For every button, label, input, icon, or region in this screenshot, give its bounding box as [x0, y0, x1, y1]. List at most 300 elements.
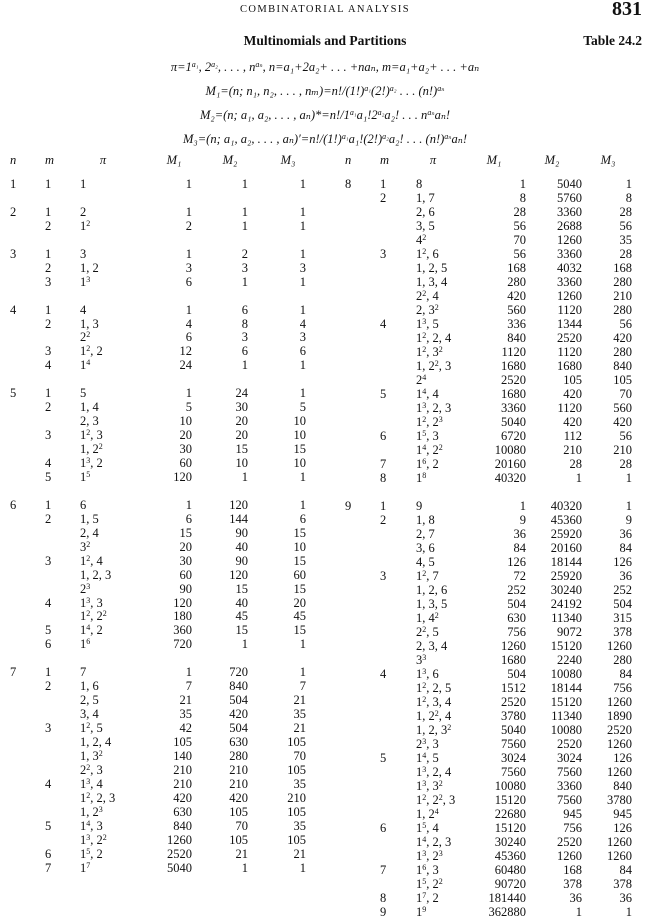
- m3-cell: 168: [613, 261, 632, 275]
- m3-cell: 105: [287, 804, 306, 819]
- m-cell: 7: [380, 863, 387, 877]
- partition-cell: $1^2$, $2^2$: [80, 609, 107, 624]
- col-header-m1-left: M₁: [166, 153, 182, 167]
- m3-cell: 126: [613, 821, 632, 835]
- m1-cell: 210: [173, 776, 192, 791]
- m2-cell: 36: [569, 891, 582, 905]
- partition-cell: $1^3$, 6: [416, 667, 439, 681]
- m1-cell: 90: [179, 581, 192, 596]
- m-cell: 7: [45, 860, 52, 875]
- m3-cell: 84: [619, 863, 632, 877]
- m3-cell: 1: [299, 204, 306, 219]
- m2-cell: 120: [229, 567, 248, 582]
- m1-cell: 1260: [501, 639, 526, 653]
- m2-cell: 6: [241, 302, 248, 317]
- table-row: [0, 878, 650, 891]
- partition-cell: $1^6$: [80, 637, 91, 652]
- table-row: [0, 430, 650, 443]
- m3-cell: 1260: [607, 849, 632, 863]
- col-header-pi-right: π: [429, 153, 437, 167]
- m1-cell: 720: [173, 637, 192, 652]
- partition-cell: 2, 4: [80, 525, 99, 540]
- m-cell: 1: [45, 302, 52, 317]
- m3-cell: 1: [299, 302, 306, 317]
- m1-cell: 7560: [501, 737, 526, 751]
- section-title: Multinomials and Partitions: [243, 33, 407, 48]
- m1-cell: 1680: [501, 359, 526, 373]
- m-cell: 3: [45, 428, 52, 443]
- table-row: [0, 906, 650, 919]
- table-row: [0, 654, 650, 667]
- m1-cell: 1680: [501, 387, 526, 401]
- m2-cell: 4032: [557, 261, 582, 275]
- partition-cell: 2, 7: [416, 527, 435, 541]
- m2-cell: 24192: [550, 597, 582, 611]
- partition-cell: 2, 5: [80, 693, 99, 708]
- table-row: [0, 304, 650, 317]
- m-cell: 2: [380, 513, 387, 527]
- m1-cell: 10080: [494, 443, 526, 457]
- col-header-n-left: n: [10, 153, 17, 167]
- m2-cell: 1: [241, 860, 248, 875]
- partition-cell: $1^2$, 3: [80, 428, 103, 443]
- n-cell: 8: [345, 177, 352, 191]
- m1-cell: 3: [185, 260, 192, 275]
- m2-cell: 15: [235, 623, 248, 638]
- partition-cell: 4, 5: [416, 555, 435, 569]
- m1-cell: 15: [179, 525, 192, 540]
- partition-cell: $1^3$, 5: [416, 317, 439, 331]
- m2-cell: 720: [229, 665, 248, 680]
- m3-cell: 280: [613, 303, 632, 317]
- partition-cell: 3: [80, 246, 87, 261]
- m1-cell: 105: [173, 735, 192, 749]
- m-cell: 1: [45, 246, 52, 261]
- m-cell: 5: [380, 387, 387, 401]
- table-row: [0, 234, 650, 247]
- table-row: [0, 609, 650, 625]
- m-cell: 2: [45, 218, 52, 233]
- partition-cell: 2, 6: [416, 205, 435, 219]
- partition-cell: $1^8$: [416, 471, 427, 485]
- table-row: [0, 511, 650, 527]
- partition-cell: 1, 2, 5: [416, 261, 448, 275]
- m3-cell: 378: [613, 625, 632, 639]
- partition-cell: 1, $2^2$, 4: [416, 709, 452, 723]
- m3-cell: 280: [613, 275, 632, 289]
- m-cell: 8: [380, 471, 387, 485]
- partition-cell: 7: [80, 665, 87, 680]
- m3-cell: 126: [613, 751, 632, 765]
- formula-m1: M₁=(n; n₁, n₂, . . . , $n_m)=n!/(1!)^{a_1}(2!)^{a_2}$ . . . $(n!)^{a_n}$: [205, 84, 445, 98]
- m2-cell: 840: [229, 679, 248, 694]
- m3-cell: 1: [299, 177, 306, 191]
- table-row: [0, 860, 650, 877]
- table-row: [0, 497, 650, 513]
- m3-cell: 3: [299, 330, 306, 345]
- m-cell: 3: [45, 721, 52, 736]
- col-header-n-right: n: [345, 153, 352, 167]
- m2-cell: 20: [235, 428, 248, 443]
- partition-cell: 3, 4: [80, 707, 99, 722]
- m-cell: 1: [45, 497, 52, 512]
- partition-cell: $3^3$: [416, 653, 427, 667]
- partition-cell: 1, 8: [416, 513, 435, 527]
- m1-cell: 5040: [501, 415, 526, 429]
- table-row: [0, 416, 650, 429]
- partition-cell: $2^2$: [80, 330, 91, 345]
- m2-cell: 105: [229, 804, 248, 819]
- m1-cell: 3780: [501, 709, 526, 723]
- m3-cell: 1: [299, 386, 306, 401]
- partition-cell: 2, $3^2$: [416, 303, 439, 317]
- m2-cell: 20: [235, 414, 248, 429]
- partition-cell: $1^3$: [80, 274, 91, 289]
- partition-cell: 1, 3: [80, 316, 99, 331]
- partition-cell: $1^5$, 3: [416, 429, 439, 443]
- m1-cell: 1: [519, 499, 526, 513]
- m-cell: 1: [380, 177, 387, 191]
- m3-cell: 1: [625, 471, 632, 485]
- m2-cell: 2520: [557, 737, 582, 751]
- m2-cell: 90: [235, 553, 248, 568]
- formula-m3: M₃=(n; a₁, a₂, . . . , $a_n)'=n!/(1!)^{a_1}a_1!(2!)^{a_2}a_2$! . . . $(n!)^{a_n}a_n$!: [182, 132, 468, 146]
- m-cell: 1: [380, 499, 387, 513]
- table-row: [0, 776, 650, 793]
- m1-cell: 1: [185, 204, 192, 219]
- partition-cell: 9: [416, 499, 423, 513]
- m2-cell: 1260: [557, 233, 582, 247]
- table-row: [0, 595, 650, 611]
- m3-cell: 756: [613, 681, 632, 695]
- m1-cell: 6: [185, 330, 192, 345]
- m3-cell: 84: [619, 667, 632, 681]
- m3-cell: 36: [619, 527, 632, 541]
- m1-cell: 504: [507, 597, 526, 611]
- m3-cell: 105: [287, 762, 306, 777]
- m1-cell: 28: [513, 205, 526, 219]
- table-row: [0, 553, 650, 569]
- m2-cell: 210: [229, 762, 248, 777]
- m2-cell: 30240: [550, 583, 582, 597]
- table-row: [0, 567, 650, 583]
- m2-cell: 1: [241, 204, 248, 219]
- partition-cell: $1^3$, $3^2$: [416, 779, 443, 793]
- partition-cell: 1, 3, 5: [416, 597, 448, 611]
- m-cell: 6: [45, 846, 52, 861]
- m2-cell: 10: [235, 456, 248, 470]
- m-cell: 3: [45, 553, 52, 568]
- m3-cell: 1: [299, 469, 306, 484]
- m3-cell: 35: [293, 776, 306, 791]
- m1-cell: 30: [179, 442, 192, 457]
- partition-cell: $1^2$, 2, 4: [416, 331, 452, 345]
- m3-cell: 1260: [607, 695, 632, 709]
- m3-cell: 1: [299, 497, 306, 512]
- partition-cell: 1, 2, 6: [416, 583, 448, 597]
- m2-cell: 1: [241, 469, 248, 484]
- m1-cell: 45360: [494, 849, 526, 863]
- m2-cell: 45360: [550, 513, 582, 527]
- m3-cell: 1: [625, 177, 632, 191]
- m1-cell: 30240: [494, 835, 526, 849]
- table-row: [0, 525, 650, 541]
- m1-cell: 168: [507, 261, 526, 275]
- table-row: [0, 892, 650, 905]
- m2-cell: 3360: [557, 247, 582, 261]
- partition-cell: $1^3$, 2, 4: [416, 765, 452, 779]
- partition-cell: 1, 3, 4: [416, 275, 448, 289]
- partition-cell: 1, $2^4$: [416, 807, 439, 821]
- m3-cell: 21: [293, 693, 306, 708]
- m3-cell: 21: [293, 721, 306, 736]
- m-cell: 5: [45, 469, 52, 484]
- partition-cell: $1^3$, 2: [80, 456, 103, 470]
- m3-cell: 1260: [607, 639, 632, 653]
- n-cell: 2: [10, 204, 17, 219]
- m1-cell: 20160: [494, 457, 526, 471]
- m3-cell: 8: [625, 191, 632, 205]
- m2-cell: 1680: [557, 359, 582, 373]
- m2-cell: 1: [575, 905, 582, 919]
- m1-cell: 280: [507, 275, 526, 289]
- m1-cell: 70: [513, 233, 526, 247]
- partition-cell: 1, 5: [80, 511, 99, 526]
- partition-cell: $1^2$: [80, 218, 91, 233]
- table-row: [0, 374, 650, 387]
- m1-cell: 120: [173, 469, 192, 484]
- m1-cell: 181440: [488, 891, 526, 905]
- m2-cell: 112: [563, 429, 582, 443]
- m1-cell: 12: [179, 344, 192, 359]
- m3-cell: 210: [613, 289, 632, 303]
- partition-cell: $1^2$, $3^2$: [416, 345, 443, 359]
- m1-cell: 60: [179, 456, 192, 470]
- m2-cell: 1260: [557, 849, 582, 863]
- m1-cell: 1: [185, 665, 192, 680]
- partition-cell: 1, 2, 3: [80, 567, 112, 582]
- m2-cell: 2520: [557, 835, 582, 849]
- n-cell: 3: [10, 246, 17, 261]
- table-row: [0, 332, 650, 345]
- m3-cell: 45: [293, 609, 306, 624]
- m1-cell: 252: [507, 583, 526, 597]
- m3-cell: 420: [613, 331, 632, 345]
- m1-cell: 1512: [501, 681, 526, 695]
- partition-cell: $1^3$, $2^2$: [80, 832, 107, 847]
- m3-cell: 84: [619, 541, 632, 555]
- table-row: [0, 693, 650, 709]
- m1-cell: 1: [185, 177, 192, 191]
- m3-cell: 210: [287, 790, 306, 805]
- m2-cell: 3360: [557, 779, 582, 793]
- partition-cell: 3, 5: [416, 219, 435, 233]
- m-cell: 2: [380, 191, 387, 205]
- m2-cell: 5760: [557, 191, 582, 205]
- partition-cell: $1^2$, 2, 3: [80, 790, 116, 805]
- m1-cell: 6: [185, 274, 192, 289]
- partition-cell: $1^5$, $2^2$: [416, 877, 443, 891]
- m-cell: 1: [45, 665, 52, 680]
- table-row: [0, 679, 650, 695]
- m1-cell: 10080: [494, 779, 526, 793]
- table-row: [0, 665, 650, 681]
- m-cell: 2: [45, 511, 52, 526]
- m2-cell: 10080: [550, 667, 582, 681]
- m3-cell: 7: [299, 679, 306, 694]
- m3-cell: 35: [293, 707, 306, 722]
- m1-cell: 56: [513, 247, 526, 261]
- m2-cell: 15: [235, 442, 248, 457]
- n-cell: 9: [345, 499, 352, 513]
- m3-cell: 56: [619, 317, 632, 331]
- m3-cell: 60: [293, 567, 306, 582]
- m2-cell: 15120: [550, 639, 582, 653]
- m-cell: 4: [45, 456, 52, 470]
- m2-cell: 2240: [557, 653, 582, 667]
- m3-cell: 1: [299, 665, 306, 680]
- partition-cell: $1^5$, 2: [80, 846, 103, 861]
- m2-cell: 420: [563, 387, 582, 401]
- m2-cell: 504: [229, 721, 248, 736]
- m-cell: 1: [45, 386, 52, 401]
- table-row: [0, 623, 650, 639]
- m2-cell: 504: [229, 693, 248, 708]
- m3-cell: 1: [625, 499, 632, 513]
- partition-cell: $1^7$, 2: [416, 891, 439, 905]
- m3-cell: 5: [299, 400, 306, 415]
- partition-cell: 1, 7: [416, 191, 435, 205]
- m1-cell: 840: [507, 331, 526, 345]
- m1-cell: 630: [173, 804, 192, 819]
- partition-cell: $1^4$, $2^2$: [416, 443, 443, 457]
- m2-cell: 28: [569, 457, 582, 471]
- m3-cell: 15: [293, 442, 306, 457]
- m3-cell: 10: [293, 539, 306, 554]
- n-cell: 7: [10, 665, 17, 680]
- table-row: [0, 458, 650, 471]
- m3-cell: 28: [619, 205, 632, 219]
- m3-cell: 21: [293, 846, 306, 861]
- m2-cell: 11340: [551, 709, 582, 723]
- partition-cell: $1^2$, $2^3$: [416, 415, 443, 429]
- m2-cell: 168: [563, 863, 582, 877]
- m3-cell: 560: [613, 401, 632, 415]
- table-row: [0, 388, 650, 401]
- formula-partition: $\pi=1^{a_1}$, $2^{a_2}$, . . . , $n^{a_n}$, n=a₁+2a₂+ . . . +naₙ, m=a₁+a₂+ . . . +aₙ: [170, 60, 480, 74]
- m2-cell: 7560: [557, 765, 582, 779]
- m1-cell: 60480: [494, 863, 526, 877]
- table-row: [0, 748, 650, 765]
- m1-cell: 420: [173, 790, 192, 805]
- m3-cell: 9: [625, 513, 632, 527]
- m3-cell: 1: [299, 358, 306, 373]
- partition-cell: 8: [416, 177, 423, 191]
- m1-cell: 840: [173, 818, 192, 833]
- table-row: [0, 346, 650, 359]
- m3-cell: 1260: [607, 835, 632, 849]
- m3-cell: 1: [299, 860, 306, 875]
- m1-cell: 42: [179, 721, 192, 736]
- partition-cell: $2^3$: [80, 581, 91, 596]
- partition-cell: $1^9$: [416, 905, 427, 919]
- partition-cell: $1^4$, 5: [416, 751, 439, 765]
- m2-cell: 420: [229, 790, 248, 805]
- m1-cell: 60: [179, 567, 192, 582]
- table-row: [0, 818, 650, 835]
- m-cell: 5: [380, 751, 387, 765]
- m3-cell: 1: [299, 274, 306, 289]
- m3-cell: 10: [293, 428, 306, 443]
- m3-cell: 15: [293, 553, 306, 568]
- partition-cell: $1^7$: [80, 860, 91, 875]
- table-row: [0, 804, 650, 821]
- col-header-m2-right: M₂: [544, 153, 560, 167]
- partition-cell: 1, 2, $3^2$: [416, 723, 452, 737]
- partition-cell: 6: [80, 497, 87, 512]
- m1-cell: 180: [173, 609, 192, 624]
- partition-cell: 1, $2^3$: [80, 804, 103, 819]
- m2-cell: 40320: [550, 499, 582, 513]
- partition-cell: 1, $2^2$: [80, 442, 103, 457]
- m3-cell: 10: [293, 456, 306, 470]
- partition-cell: 1, 4: [80, 400, 99, 415]
- partition-cell: $1^4$, 2, 3: [416, 835, 452, 849]
- partition-cell: $1^2$, 5: [80, 721, 103, 736]
- m2-cell: 1120: [557, 303, 582, 317]
- m2-cell: 210: [229, 776, 248, 791]
- m3-cell: 840: [613, 359, 632, 373]
- table-row: [0, 637, 650, 653]
- partition-cell: 1, 6: [80, 679, 99, 694]
- m3-cell: 6: [299, 511, 306, 526]
- m1-cell: 2520: [501, 695, 526, 709]
- m1-cell: 15120: [494, 821, 526, 835]
- m1-cell: 56: [513, 219, 526, 233]
- m-cell: 9: [380, 905, 387, 919]
- partition-cell: $1^4$, 4: [416, 387, 439, 401]
- table-row: [0, 276, 650, 289]
- m2-cell: 3: [241, 260, 248, 275]
- m2-cell: 210: [563, 443, 582, 457]
- partition-cell: $1^2$, 7: [416, 569, 439, 583]
- m-cell: 6: [45, 637, 52, 652]
- m-cell: 3: [380, 247, 387, 261]
- m1-cell: 10: [179, 414, 192, 429]
- m1-cell: 90720: [494, 877, 526, 891]
- m-cell: 8: [380, 891, 387, 905]
- m3-cell: 126: [613, 555, 632, 569]
- m2-cell: 90: [235, 525, 248, 540]
- col-header-m-right: m: [380, 153, 390, 167]
- partition-cell: 1, $4^2$: [416, 611, 439, 625]
- m3-cell: 1: [299, 637, 306, 652]
- m1-cell: 7560: [501, 765, 526, 779]
- table-row: [0, 469, 650, 485]
- page-number: 831: [612, 0, 642, 20]
- table-row: [0, 248, 650, 261]
- m1-cell: 336: [507, 317, 526, 331]
- partition-cell: $1^6$, 2: [416, 457, 439, 471]
- col-header-pi-left: π: [99, 153, 107, 167]
- m3-cell: 70: [293, 748, 306, 763]
- m1-cell: 360: [173, 623, 192, 638]
- m1-cell: 1: [185, 302, 192, 317]
- table-row: [0, 832, 650, 849]
- m-cell: 3: [45, 344, 52, 359]
- partition-cell: $1^3$, $2^3$: [416, 849, 443, 863]
- partition-cell: 2, 3: [80, 414, 99, 429]
